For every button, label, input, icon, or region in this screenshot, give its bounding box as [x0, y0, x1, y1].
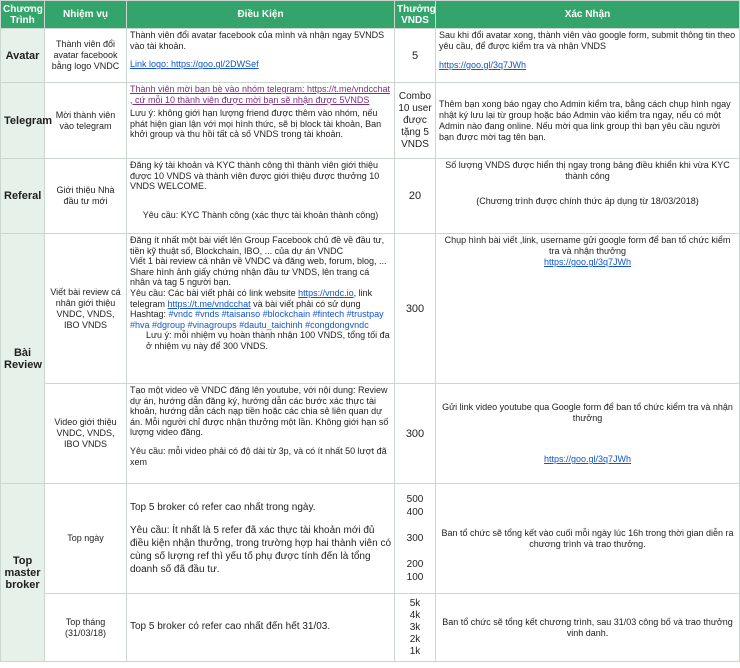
table-row — [1, 384, 740, 484]
reward-5: 100 — [406, 572, 424, 583]
task-cell: Thành viên đổi avatar facebook bằng logo VNDC — [45, 29, 127, 83]
condition-text-6: và bài viết phải có sử dụng Hashtag: — [130, 298, 361, 320]
condition-cell: Top 5 broker có refer cao nhất đến hết 31/03. — [127, 594, 395, 662]
task-cell: Top tháng (31/03/18) — [45, 594, 127, 662]
confirm-text: Gửi link video youtube qua Google form để ban tổ chức kiểm tra và nhận thưởng — [442, 402, 733, 423]
reward-2: 400 — [406, 507, 424, 518]
header-confirm: Xác Nhận — [436, 1, 740, 29]
table-row — [1, 594, 740, 662]
logo-link[interactable]: Link logo: https://goo.gl/2DWSef — [130, 59, 259, 70]
reward-5: 1k — [409, 645, 421, 657]
task-cell: Viết bài review cá nhân giới thiệu VNDC, VNDS, IBO VNDS — [45, 234, 127, 384]
table-row — [1, 29, 740, 83]
condition-text: Lưu ý: không giới hạn lượng friend được thêm vào nhóm, nếu phát hiện gian lận với mọi hình thức, sẽ bị block tài khoản, Ban khởi group và thu hồi tất cả số VNDS trong tài khoản. — [130, 108, 382, 140]
condition-note: Yêu cầu: KYC Thành công (xác thực tài khoản thành công) — [142, 209, 379, 220]
task-cell: Mời thành viên vào telegram — [45, 83, 127, 159]
reward-2: 4k — [409, 609, 421, 621]
confirm-cell — [436, 234, 740, 384]
header-program: Chương Trình — [1, 1, 45, 29]
condition-note: Yêu cầu: Ít nhất là 5 refer đã xác thực tài khoản mới đủ điều kiện nhận thưởng, trong trường hợp hai thành viên có cùng số lượng ref thì yếu tố phụ được tính đến là tổng doanh số đã đầu tư. — [130, 525, 392, 575]
condition-text: Tạo một video về VNDC đăng lên youtube, với nội dung: Review dự án, hướng dẫn đăng ký, hướng dẫn các bước xác thực tài khoản, hướng dẫn cách nạp tiền hoặc các chia sẻ liên quan dự án. Mỗi người chỉ được nhận thưởng một lần. Không giới hạn số lượng video đăng. — [130, 385, 389, 438]
condition-cell — [127, 159, 395, 234]
confirm-note: (Chương trình được chính thức áp dụng từ 18/03/2018) — [476, 196, 699, 206]
table-row — [1, 83, 740, 159]
table-row — [1, 484, 740, 594]
table-row — [1, 234, 740, 384]
task-cell: Video giới thiệu VNDC, VNDS, IBO VNDS — [45, 384, 127, 484]
confirm-cell — [436, 159, 740, 234]
table-row — [1, 159, 740, 234]
confirm-cell: Ban tổ chức sẽ tổng kết chương trình, sau 31/03 công bố và trao thưởng vinh danh. — [436, 594, 740, 662]
reward-3: 3k — [409, 621, 421, 633]
reward-cell: 300 — [395, 384, 436, 484]
confirm-text: Chụp hình bài viết ,link, username gửi google form để ban tổ chức kiểm tra và nhận thưởng — [444, 235, 731, 256]
header-task: Nhiệm vụ — [45, 1, 127, 29]
google-form-link[interactable]: https://goo.gl/3q7JWh — [543, 454, 632, 464]
confirm-cell — [436, 29, 740, 83]
task-cell: Giới thiệu Nhà đầu tư mới — [45, 159, 127, 234]
condition-text: Thành viên đổi avatar facebook của mình và nhận ngay 5VNDS vào tài khoản. — [130, 30, 385, 51]
hashtags: #vndc #vnds #taisanso #blockchain #fintech #trustpay #hva #dgroup #vinagroups #dautu_taichinh #congdongvndc — [130, 309, 384, 330]
condition-cell — [127, 384, 395, 484]
program-cell: Avatar — [1, 29, 45, 83]
reward-cell: Combo 10 user được tặng 5 VNDS — [395, 83, 436, 159]
condition-text: Đăng ký tài khoản và KYC thành công thì thành viên giới thiệu được 10 VNDS và thành viên được giới thiệu được thưởng 10 VNDS WELCOME. — [130, 160, 380, 192]
program-cell: Telegram — [1, 83, 45, 159]
condition-text-2: Viết 1 bài review cá nhân về VNDC và đăng web, forum, blog, ... — [130, 256, 387, 267]
reward-cell: 5 — [395, 29, 436, 83]
reward-4: 2k — [409, 633, 421, 645]
confirm-cell — [436, 384, 740, 484]
condition-text-7: Lưu ý: mỗi nhiệm vụ hoàn thành nhận 100 VNDS, tổng tối đa ở nhiệm vụ này để 300 VNDS. — [146, 330, 390, 351]
reward-cell — [395, 484, 436, 594]
reward-cell — [395, 594, 436, 662]
header-reward: Thưởng VNDS — [395, 1, 436, 29]
condition-text: Top 5 broker có refer cao nhất trong ngày. — [130, 502, 316, 513]
website-link[interactable]: https://vndc.io — [298, 287, 354, 298]
condition-note: Yêu cầu: mỗi video phải có độ dài từ 3p, và có ít nhất 50 lượt đã xem — [130, 445, 387, 467]
header-condition: Điều Kiện — [127, 1, 395, 29]
program-cell: Referal — [1, 159, 45, 234]
confirm-cell: Thêm bạn xong báo ngay cho Admin kiểm tra, bằng cách chụp hình ngay nhật ký lưu lại từ group hoặc báo Admin vào kiểm tra ngay, nếu có một Admin nào đang online. Nếu mời qua link group thì bạn yêu cầu người bạn được mời tag tên bạn. — [436, 83, 740, 159]
condition-cell — [127, 484, 395, 594]
reward-1: 500 — [406, 494, 424, 505]
condition-cell — [127, 234, 395, 384]
reward-cell: 300 — [395, 234, 436, 384]
confirm-text: Sau khi đổi avatar xong, thành viên vào google form, submit thông tin theo yêu cầu, để được kiểm tra và nhận VNDS — [439, 30, 736, 51]
telegram-link[interactable]: https://t.me/vndcchat — [167, 298, 251, 309]
task-cell: Top ngày — [45, 484, 127, 594]
reward-cell: 20 — [395, 159, 436, 234]
confirm-cell: Ban tổ chức sẽ tổng kết vào cuối mỗi ngày lúc 16h trong thời gian diễn ra chương trình và trao thưởng. — [436, 484, 740, 594]
reward-1: 5k — [409, 597, 421, 609]
header-row — [1, 1, 740, 29]
condition-text-5: , link telegram — [130, 287, 373, 309]
condition-text-3: Share hình ảnh giấy chứng nhận đầu tư VNDS, lên trang cá nhân và tag 5 người bạn. — [130, 266, 370, 288]
condition-cell — [127, 29, 395, 83]
program-cell: Bài Review — [1, 234, 45, 484]
condition-cell — [127, 83, 395, 159]
condition-text-1: Đăng ít nhất một bài viết lên Group Facebook chủ đề về đầu tư, tiền kỹ thuật số, Blockchain, IBO, ... của dự án VNDC — [130, 235, 385, 256]
confirm-text: Số lượng VNDS được hiển thị ngay trong bảng điều khiển khi vừa KYC thành công — [445, 160, 730, 181]
reward-3: 300 — [406, 533, 424, 544]
google-form-link[interactable]: https://goo.gl/3q7JWh — [543, 257, 632, 267]
reward-4: 200 — [406, 559, 424, 570]
telegram-invite-link[interactable]: Thành viên mời bạn bè vào nhóm telegram: https://t.me/vndcchat , cứ mỗi 10 thành viên được mời bạn sẽ nhận được 5VNDS — [130, 84, 391, 105]
google-form-link[interactable]: https://goo.gl/3q7JWh — [439, 60, 527, 70]
condition-requirements — [130, 288, 391, 330]
condition-text-4: Yêu cầu: Các bài viết phải có link website — [130, 287, 296, 298]
program-cell: Top master broker — [1, 484, 45, 662]
